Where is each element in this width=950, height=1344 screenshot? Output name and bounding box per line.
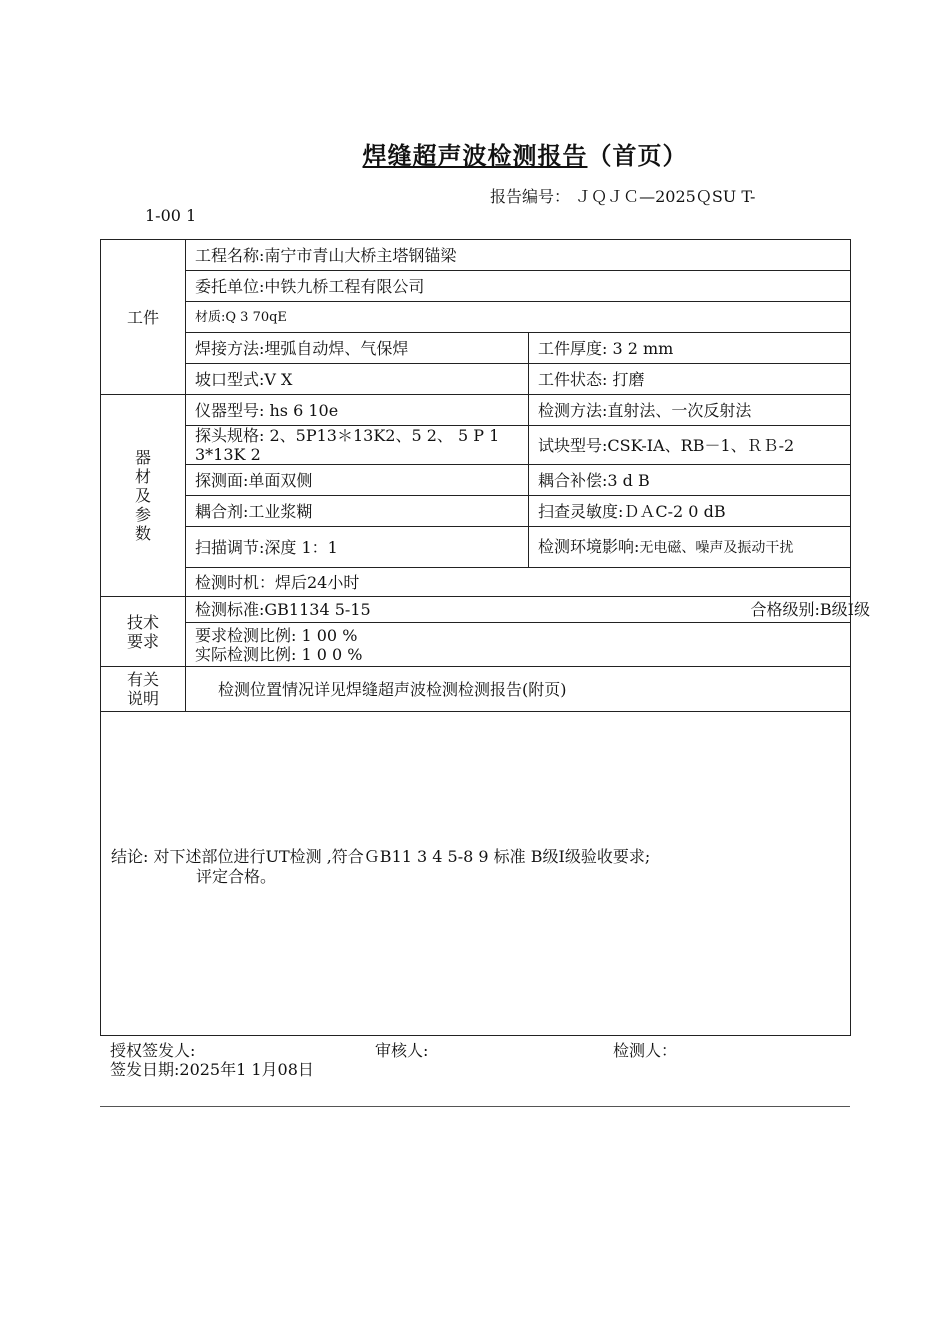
couplant: 耦合剂:工业浆糊 <box>186 496 529 527</box>
notes-label-line: 说明 <box>126 689 159 708</box>
conclusion-box <box>101 712 851 1036</box>
reviewer-signature: 审核人: <box>375 1041 429 1060</box>
test-block-model: 试块型号:CSK-ⅠA、RB－1、ＲＢ-2 <box>529 426 851 465</box>
conclusion-line-2: 评定合格。 <box>196 867 277 886</box>
notes-group-label <box>101 667 186 712</box>
page-title <box>0 136 950 171</box>
environment-value: 无电磁、噪声及振动干扰 <box>639 539 794 556</box>
instrument-model: 仪器型号: hs 6 10e <box>186 395 529 426</box>
welding-method: 焊接方法:埋弧自动焊、气保焊 <box>186 333 529 364</box>
scan-sensitivity: 扫查灵敏度:ＤＡC-2 0 dB <box>529 496 851 527</box>
environment-impact <box>529 527 851 568</box>
standard-and-grade <box>186 597 870 623</box>
notes-text: 检测位置情况详见焊缝超声波检测检测报告(附页) <box>186 667 851 712</box>
tech-group-label <box>101 597 186 667</box>
notes-label-line: 有关 <box>126 670 159 689</box>
report-number-value: ＪＱＪＣ—2025ＱSU T- <box>575 187 756 206</box>
equipment-group-label <box>101 395 186 597</box>
workpiece-group-label: 工件 <box>101 240 186 395</box>
title-suffix: （首页） <box>587 142 688 170</box>
tech-label-line: 技术 <box>126 612 159 632</box>
report-number <box>490 184 755 207</box>
workpiece-thickness: 工件厚度: 3 2 mm <box>529 333 851 364</box>
inspector-signature: 检测人： <box>613 1041 678 1060</box>
report-number-continued: 1-00 1 <box>145 206 197 225</box>
equipment-label-char: 数 <box>134 524 151 543</box>
client-unit: 委托单位:中铁九桥工程有限公司 <box>186 271 851 302</box>
scan-adjustment: 扫描调节:深度 1：1 <box>186 527 529 568</box>
report-table <box>100 239 870 1036</box>
issuer-signature: 授权签发人: <box>110 1041 196 1060</box>
environment-label: 检测环境影响: <box>538 536 640 556</box>
detection-standard: 检测标准:GB1134 5-15 <box>195 600 371 619</box>
title-main: 焊缝超声波检测报告 <box>362 142 588 170</box>
tech-label-line: 要求 <box>126 631 159 651</box>
groove-type: 坡口型式:V X <box>186 364 529 395</box>
coupling-compensation: 耦合补偿:3 d B <box>529 465 851 496</box>
acceptance-grade: 合格级别:B级Ⅰ级 <box>750 600 870 619</box>
project-name: 工程名称:南宁市青山大桥主塔钢锚梁 <box>186 240 851 271</box>
conclusion-line-1: 结论: 对下述部位进行UT检测 ,符合ＧB11 3 4 5-8 9 标准 B级Ⅰ级验收要求; <box>111 847 651 866</box>
equipment-label-char: 材 <box>134 467 151 486</box>
workpiece-state: 工件状态: 打磨 <box>529 364 851 395</box>
equipment-label-char: 器 <box>134 448 151 467</box>
footer-divider <box>100 1106 850 1107</box>
equipment-label-char: 参 <box>134 505 151 524</box>
detection-timing: 检测时机：焊后24小时 <box>186 568 851 597</box>
detection-ratios <box>186 623 851 667</box>
required-ratio: 要求检测比例: 1 00 % <box>195 625 358 645</box>
issue-date: 签发日期:2025年1 1月08日 <box>110 1060 314 1079</box>
report-number-label: 报告编号： <box>490 187 571 206</box>
material: 材质:Q 3 70qE <box>186 302 851 333</box>
detection-surface: 探测面:单面双侧 <box>186 465 529 496</box>
detection-method: 检测方法:直射法、一次反射法 <box>529 395 851 426</box>
actual-ratio: 实际检测比例: 1 0 0 % <box>195 644 363 664</box>
probe-spec: 探头规格: 2、5P13＊13K2、5 2、 5 P 1 3*13K 2 <box>186 426 529 465</box>
equipment-label-char: 及 <box>134 486 151 505</box>
